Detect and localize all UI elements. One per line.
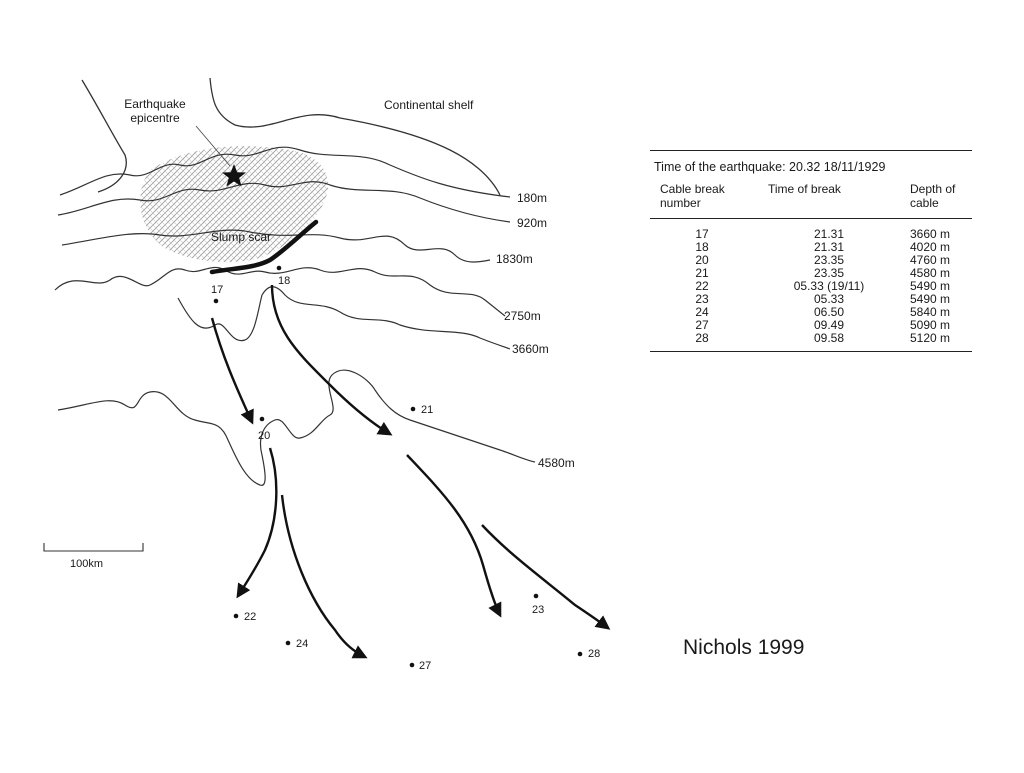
table-cell-depth: 4760 m (910, 253, 951, 267)
table-cell-depth: 5090 m (910, 318, 951, 332)
table-cell-time: 06.50 (813, 305, 845, 319)
flow-arrow-23-28 (482, 525, 608, 628)
table-header-row (650, 180, 972, 218)
contour-label-1830: 1830m (496, 252, 533, 266)
table-cell-time: 05.33 (19/11) (793, 279, 865, 293)
header-time-of-break (754, 182, 904, 210)
source-credit: Nichols 1999 (683, 636, 805, 659)
epicentre-label-line1: Earthquake (124, 97, 186, 111)
table-cell-number: 27 (695, 318, 709, 332)
flow-arrow-17-20 (212, 318, 252, 422)
slump-area (140, 146, 328, 262)
cable-point-20 (260, 417, 265, 422)
table-cell-time: 09.49 (813, 318, 845, 332)
table-caption: Time of the earthquake: 20.32 18/11/1929 (654, 160, 886, 174)
table-cell-number: 24 (695, 305, 709, 319)
contour-4580 (58, 370, 535, 485)
flow-arrow-21-23 (407, 455, 500, 615)
flow-arrow-20-27 (282, 495, 365, 657)
table-cell-number: 22 (695, 279, 709, 293)
epicentre-label (112, 97, 198, 125)
cable-point-22 (234, 614, 239, 619)
table-cell-number: 23 (695, 292, 709, 306)
header-time-line1: Time of break (768, 182, 841, 196)
table-cell-time: 05.33 (813, 292, 845, 306)
flow-arrows (212, 285, 608, 657)
table-cell-depth: 5120 m (910, 331, 951, 345)
continental-shelf-label: Continental shelf (384, 98, 474, 112)
table-cell-number: 17 (695, 227, 709, 241)
table-cell-time: 09.58 (813, 331, 845, 345)
cable-point-28 (578, 652, 583, 657)
contour-3660 (178, 287, 510, 349)
table-cell-number: 20 (695, 253, 709, 267)
cable-point-18 (277, 266, 282, 271)
cable-label-24: 24 (296, 638, 309, 650)
cable-point-24 (286, 641, 291, 646)
slump-scar-label: Slump scar (211, 230, 272, 244)
cable-label-27: 27 (419, 660, 432, 672)
header-depth-line1: Depth of (910, 182, 956, 196)
table-cell-number: 21 (695, 266, 709, 280)
cable-label-22: 22 (244, 611, 257, 623)
cable-break-table (650, 150, 972, 352)
scale-bar-label: 100km (70, 558, 104, 570)
contour-label-2750: 2750m (504, 309, 541, 323)
table-body (650, 219, 972, 351)
table-row (650, 332, 972, 345)
header-depth-line2: cable (910, 196, 939, 210)
header-cable-number-line2: number (660, 196, 701, 210)
table-cell-number: 28 (695, 331, 709, 345)
cable-break-dots (214, 266, 583, 668)
table-cell-time: 23.35 (813, 253, 845, 267)
table-cell-number: 18 (695, 240, 709, 254)
epicentre-label-line2: epicentre (130, 111, 180, 125)
table-cell-time: 21.31 (813, 227, 845, 241)
table-cell-time: 23.35 (813, 266, 845, 280)
cable-label-28: 28 (588, 648, 601, 660)
table-cell-depth: 5490 m (910, 292, 951, 306)
cable-label-23: 23 (532, 604, 545, 616)
table-cell-depth: 3660 m (910, 227, 951, 241)
scale-bar (44, 543, 143, 551)
contour-label-180: 180m (517, 191, 548, 205)
cable-label-21: 21 (421, 404, 434, 416)
header-cable-number-line1: Cable break (660, 182, 725, 196)
cable-point-17 (214, 299, 219, 304)
table-cell-depth: 4020 m (910, 240, 951, 254)
contour-label-4580: 4580m (538, 456, 575, 470)
contour-label-920: 920m (517, 216, 548, 230)
table-cell-depth: 4580 m (910, 266, 951, 280)
cable-label-20: 20 (258, 430, 271, 442)
table-cell-depth: 5490 m (910, 279, 951, 293)
cable-label-18: 18 (278, 275, 291, 287)
cable-point-27 (410, 663, 415, 668)
cable-label-17: 17 (211, 284, 224, 296)
table-bottom-rule (650, 351, 972, 352)
table-cell-time: 21.31 (813, 240, 845, 254)
cable-point-21 (411, 407, 416, 412)
header-depth (904, 182, 972, 210)
table-cell-depth: 5840 m (910, 305, 951, 319)
header-cable-number (650, 182, 754, 210)
cable-point-23 (534, 594, 539, 599)
contour-label-3660: 3660m (512, 342, 549, 356)
